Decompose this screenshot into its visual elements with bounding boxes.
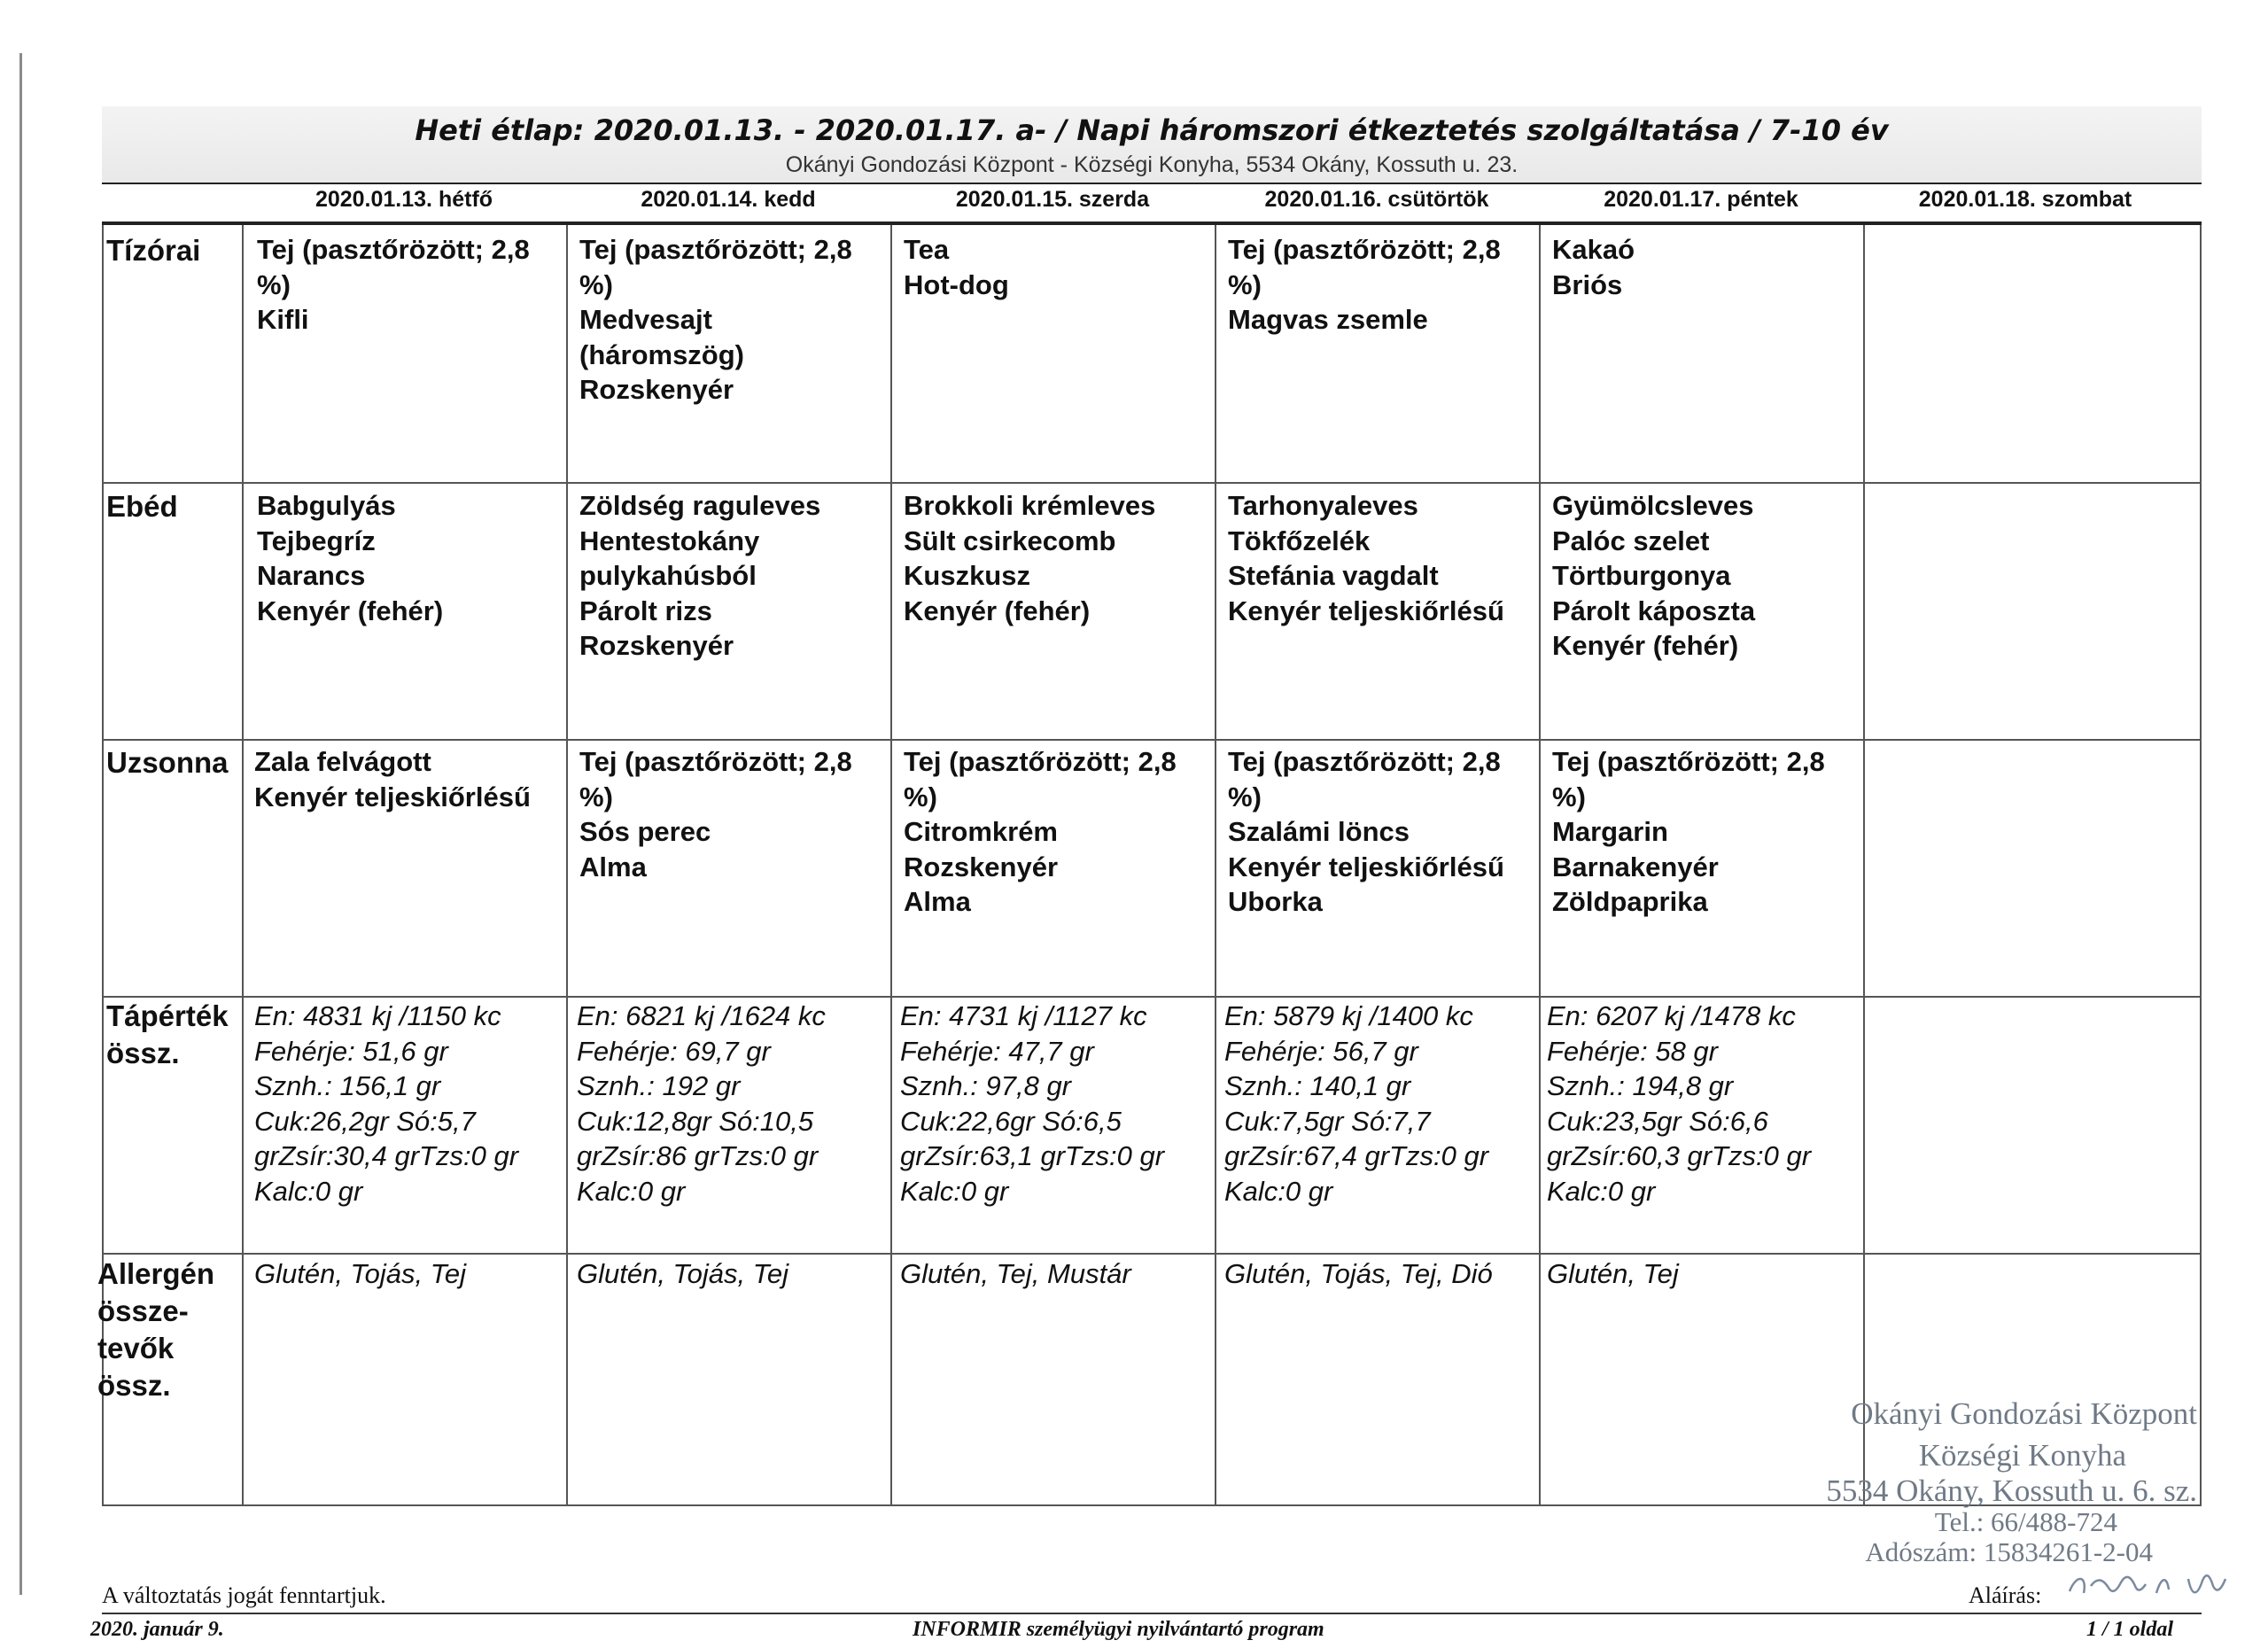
day-header-thu: 2020.01.16. csütörtök [1264, 187, 1489, 212]
grid-hline [102, 739, 2202, 741]
menu-cell: Zala felvágott Kenyér teljeskiőrlésű [254, 746, 531, 812]
row-label-taperték: Tápérték össz. [106, 999, 229, 1069]
page-subtitle: Okányi Gondozási Központ - Községi Konyha, 5534 Okány, Kossuth u. 23. [785, 152, 1518, 177]
day-header-mon: 2020.01.13. hétfő [315, 187, 493, 212]
scan-page-edge [19, 53, 22, 1595]
stamp-line-1: Okányi Gondozási Központ [1851, 1396, 2197, 1431]
stamp-line-3: 5534 Okány, Kossuth u. 6. sz. [1826, 1473, 2197, 1508]
allergen-cell: Glutén, Tej, Mustár [900, 1258, 1131, 1289]
day-header-wed: 2020.01.15. szerda [955, 187, 1150, 212]
allergen-cell: Glutén, Tojás, Tej, Dió [1224, 1258, 1493, 1289]
menu-cell: Babgulyás Tejbegríz Narancs Kenyér (fehér) [257, 490, 444, 626]
row-label-tizorai: Tízórai [106, 234, 201, 267]
header-rule [102, 183, 2202, 184]
row-label-allergen: Allergén össze- tevők össz. [97, 1257, 215, 1402]
menu-cell: Kakaó Briós [1552, 234, 1635, 300]
menu-cell: Tej (pasztőrözött; 2,8 %) Sós perec Alma [579, 746, 852, 882]
grid-hline [102, 996, 2202, 998]
menu-cell: Tea Hot-dog [904, 234, 1009, 300]
row-label-uzsonna: Uzsonna [106, 746, 229, 779]
signature-scribble [2064, 1566, 2250, 1602]
menu-cell: Tej (pasztőrözött; 2,8 %) Kifli [257, 234, 530, 335]
signature-label: Aláírás: [1969, 1582, 2042, 1608]
footer-note: A változtatás jogát fenntartjuk. [102, 1582, 386, 1608]
menu-cell: Tej (pasztőrözött; 2,8 %) Medvesajt (háromszög) Rozskenyér [579, 234, 852, 405]
menu-cell: Tej (pasztőrözött; 2,8 %) Szalámi löncs Kenyér teljeskiőrlésű Uborka [1228, 746, 1504, 917]
nutrition-cell: En: 4831 kj /1150 kc Fehérje: 51,6 gr Sznh.: 156,1 gr Cuk:26,2gr Só:5,7 grZsír:30,4 grTzs:0 gr Kalc:0 gr [254, 1000, 519, 1207]
menu-cell: Tej (pasztőrözött; 2,8 %) Margarin Barnakenyér Zöldpaprika [1552, 746, 1825, 917]
menu-cell: Gyümölcsleves Palóc szelet Törtburgonya Párolt káposzta Kenyér (fehér) [1552, 490, 1756, 661]
footer-date: 2020. január 9. [90, 1618, 224, 1641]
grid-vline [566, 225, 568, 1506]
stamp-line-4: Tel.: 66/488-724 [1934, 1506, 2117, 1537]
allergen-cell: Glutén, Tojás, Tej [577, 1258, 788, 1289]
allergen-cell: Glutén, Tojás, Tej [254, 1258, 466, 1289]
menu-cell: Tej (pasztőrözött; 2,8 %) Citromkrém Rozskenyér Alma [904, 746, 1177, 917]
grid-vline [1539, 225, 1541, 1506]
grid-vline [242, 225, 244, 1506]
grid-hline [102, 482, 2202, 484]
nutrition-cell: En: 6821 kj /1624 kc Fehérje: 69,7 gr Sznh.: 192 gr Cuk:12,8gr Só:10,5 grZsír:86 grTzs:0 gr Kalc:0 gr [577, 1000, 826, 1207]
menu-cell: Brokkoli krémleves Sült csirkecomb Kuszkusz Kenyér (fehér) [904, 490, 1156, 626]
nutrition-cell: En: 5879 kj /1400 kc Fehérje: 56,7 gr Sznh.: 140,1 gr Cuk:7,5gr Só:7,7 grZsír:67,4 grTzs:0 gr Kalc:0 gr [1224, 1000, 1489, 1207]
nutrition-cell: En: 6207 kj /1478 kc Fehérje: 58 gr Sznh.: 194,8 gr Cuk:23,5gr Só:6,6 grZsír:60,3 grTzs:0 gr Kalc:0 gr [1547, 1000, 1812, 1207]
stamp-line-5: Adószám: 15834261-2-04 [1865, 1536, 2153, 1567]
day-header-tue: 2020.01.14. kedd [641, 187, 816, 212]
grid-vline [1863, 225, 1865, 1506]
allergen-cell: Glutén, Tej [1547, 1258, 1679, 1289]
menu-cell: Tarhonyaleves Tökfőzelék Stefánia vagdalt Kenyér teljeskiőrlésű [1228, 490, 1504, 626]
stamp-line-2: Községi Konyha [1918, 1438, 2126, 1473]
nutrition-cell: En: 4731 kj /1127 kc Fehérje: 47,7 gr Sznh.: 97,8 gr Cuk:22,6gr Só:6,5 grZsír:63,1 grTzs:0 gr Kalc:0 gr [900, 1000, 1165, 1207]
menu-cell: Zöldség raguleves Hentestokány pulykahúsból Párolt rizs Rozskenyér [579, 490, 821, 661]
footer-program: INFORMIR személyügyi nyilvántartó program [913, 1618, 1324, 1641]
grid-vline [890, 225, 892, 1506]
grid-vline [1215, 225, 1216, 1506]
menu-cell: Tej (pasztőrözött; 2,8 %) Magvas zsemle [1228, 234, 1501, 335]
footer-page: 1 / 1 oldal [2086, 1618, 2174, 1641]
day-header-fri: 2020.01.17. péntek [1604, 187, 1798, 212]
grid-hline [102, 1253, 2202, 1255]
page-title: Heti étlap: 2020.01.13. - 2020.01.17. a- / Napi háromszori étkeztetés szolgáltatása / 7-10 év [415, 113, 1889, 147]
day-header-sat: 2020.01.18. szombat [1918, 187, 2132, 212]
table-top-rule [102, 222, 2202, 225]
row-label-ebed: Ebéd [106, 490, 178, 523]
footer-rule [102, 1613, 2202, 1614]
grid-vline [2200, 225, 2202, 1506]
